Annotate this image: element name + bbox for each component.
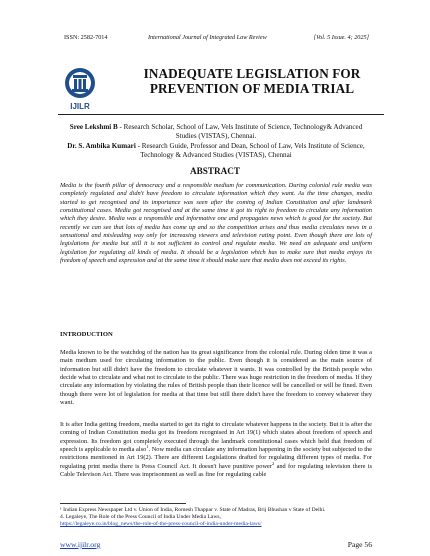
footnote-2-link[interactable]: https://legaleye.co.in/blog_news/the-role-of-the-press-council-of-india-under-media-laws/ (60, 521, 262, 527)
author-affiliation: - Research Guide, Professor and Dean, School of Law, Vels Institute of Science, Technology & Advanced Studies (VISTAS), Chennai (135, 142, 365, 159)
journal-name: International Journal of Integrated Law Review (148, 34, 267, 41)
paper-title-line1: INADEQUATE LEGISLATION FOR (143, 66, 361, 81)
issn-label: ISSN: 2582-7014 (64, 34, 108, 41)
body-paragraph-1: Media known to be the watchdog of the nation has its great significance from the colonial rule. During olden time it was a main medium used for circulating information to the public. Even though it is considered as the main source of information but still didn't have the freedom to circulate whatever it wants. It was controlled by the British people who decide what to circulate and what not to circulate to the public. There was huge restriction in the freedom of media. If they circulate any information by violating the rules of British people than their licence will be cancelled or will be fined. Even though there were lot of legislation for media at that time but still there didn't have the freedom to convey whatever they want. (60, 349, 372, 407)
footnote-2-link-line (60, 521, 372, 528)
paper-title (112, 66, 392, 96)
body-paragraph-2-part-b: . Now media can circulate any information happening in the society but subjected to the restrictions mentioned in Art 19(2). There are different Legislations drafted for regulating different types of media. For regulating print media there is Press Council Act. It doesn't have punitive power (60, 446, 372, 470)
logo-text: IJILR (70, 102, 90, 111)
body-paragraph-2-part-c: and for regulating television there is Cable Televison Act. There was imprisonment as well as fine for regulating cable (60, 462, 373, 479)
author-entry (60, 142, 372, 160)
footnote-ref-1[interactable]: 1 (146, 443, 149, 449)
abstract-text: Media is the fourth pillar of democracy and a responsible medium for communication. During colonial rule media was completely regulated and didn't have freedom to circulate information which they want. As the time changes, media started to get recognised and its importance was seen after the coming of Indian Constitution and after landmark constitutional cases. Media got recognised and at the same time it got its right to freedom to circulate any information which they desire. Media was a responsible and informative one and propagates news which is good for the society. But recently we can see that lots of media has come up and so the competition arises and thus media circulates news in a sensational and misleading way only for increasing viewers and television rating point. Even though there are lots of legislations for media but still it is not sufficient to control and regulate media. We need an adequate and uniform legislation for regulating all kinds of media. It should be a legislation which has to make sure that media enjoys its freedom of speech and expression and at the same time it should make sure that media does not exceed its rights. (60, 182, 372, 265)
footnote-separator (60, 503, 186, 504)
volume-issue: [Vol. 5 Issue. 4; 2025] (313, 34, 369, 41)
page-footer (0, 540, 430, 552)
journal-website-link[interactable]: www.ijilr.org (60, 540, 101, 549)
footnotes (60, 507, 372, 528)
footnote-ref-2[interactable]: 2 (272, 460, 275, 466)
author-name: Sree Lekshmi B (69, 123, 118, 131)
ijilr-logo (60, 66, 100, 114)
title-rule (58, 114, 384, 115)
author-entry (60, 123, 372, 141)
paper-title-line2: PREVENTION OF MEDIA TRIAL (149, 81, 355, 96)
footnote-1: ¹ Indian Express Newspaper Ltd v. Union of India, Romesh Thappar v. State of Madras, Brij Bhushan v State of Delhi. (60, 507, 326, 513)
author-affiliation: - Research Scholar, School of Law, Vels Institute of Science, Technology& Advanced Studies (VISTAS), Chennai. (117, 123, 363, 140)
ijilr-logo-mark (60, 66, 100, 114)
abstract-heading: ABSTRACT (189, 166, 241, 176)
author-name: Dr. S. Ambika Kumari (67, 142, 136, 150)
author-block (60, 123, 372, 161)
body-paragraph-2 (60, 421, 372, 479)
footnote-2: 4. Legaleye, The Role of the Press Council of India Under Media Laws, (60, 514, 221, 520)
page-number: Page 56 (347, 540, 372, 549)
body-paragraph-2-part-a: It is after India getting freedom, media started to get its right to circulate whatever happens in the society. But it is after the coming of Indian Constitution media got its freedom recognised in Art 19(1) which states about freedom of speech and expression. Its freedom got completely executed through the landmark constitutional cases which held that freedom of speech is applicable to media also (60, 421, 372, 454)
introduction-heading: INTRODUCTION (60, 331, 113, 338)
running-header (0, 34, 430, 46)
